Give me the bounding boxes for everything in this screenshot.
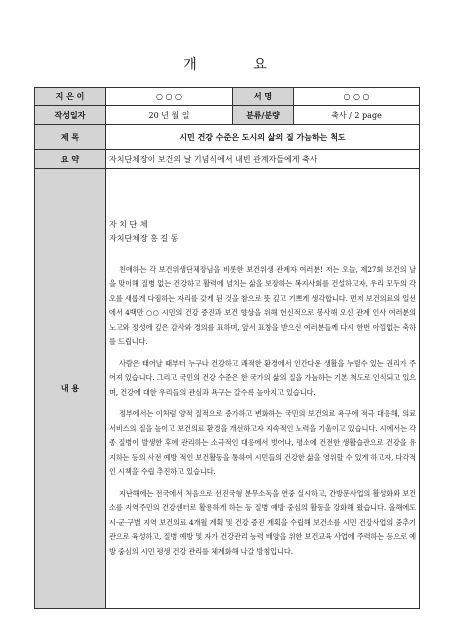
- subject-label: 제 목: [35, 125, 106, 150]
- summary-value: 자치단체장이 보건의 날 기념식에서 내빈 관계자들에게 축사: [106, 150, 420, 169]
- paragraph-3: 정부에서는 이처럼 양적 질적으로 증가하고 변화하는 국민의 보건의료 욕구에 적극 대응해, 의료 서비스의 질을 높이고 보건의료 환경을 개선하고자 지속적인 노력을 기울이고 있습니다. 시에서는 각종 질병이 발생한 후에 관리하는 소극적인 대응에서 벗어나, 평소에 건전한 생활습관으로 건강을 유지하는 등의 사전 예방 적인 보건활동을 통하여 시민들의 건강한 삶을 영위할 수 있게 하고자, 다각적인 시책을 수립 추진하고 있습니다.: [109, 409, 416, 477]
- subject-value: 시민 건강 수준은 도시의 삶의 질 가늠하는 척도: [106, 125, 420, 150]
- author-row: [35, 88, 420, 106]
- paragraph-1: 친애하는 각 보건위생단체장님을 비롯한 보건위생 관계자 여러분! 저는 오늘, 제27회 보건의 날을 맞이해 질병 없는 건강하고 활력에 넘치는 삶을 보장하는 복지사회를 건설하고자, 우리 모두의 각오를 새롭게 다짐하는 자리를 갖게 된 것을 참으로 뜻 깊고 기쁘게 생각합니다. 먼저 보건의료의 일선에서 4백만 ○○ 시민의 건강 증진과 보건 향상을 위해 헌신적으로 봉사해 오신 관계 인사 여러분의 노고와 정성에 깊은 감사와 경의를 표하며, 앞서 표창을 받으신 여러분들께 다시 한번 아낌없는 축하를 드립니다.: [109, 264, 416, 347]
- category-value: 축사 / 2 page: [294, 106, 420, 125]
- date-value: 20 년 월 일: [106, 106, 233, 125]
- title-name-label: 서 명: [233, 88, 294, 106]
- overview-form-table: [34, 87, 420, 609]
- page-title: 개 요: [183, 57, 293, 73]
- content-row: [35, 169, 420, 609]
- paragraph-4: 지난해에는 전국에서 처음으로 선진국형 분무소독을 연중 실시하고, 간방문사업의 활성화와 보건소를 지역주민의 건강센터로 활용하게 하는 등 질병 예방 중심의 활동을 강화해 왔습니다. 올해에도 시·군·구별 지역 보건의료 4개월 계획 및 건강 증진 계획을 수립해 보건소를 시민 건강사업의 중추기관으로 육성하고, 질병 예방 및 자가 건강관리 능력 배양을 위한 보건교육 사업에 주력하는 등으로 예방 중심의 시민 평생 건강 관리를 체계화해 나갈 방침입니다.: [109, 488, 416, 556]
- content-label: 내 용: [35, 169, 106, 609]
- subject-row: [35, 125, 420, 150]
- summary-row: [35, 150, 420, 169]
- greeting-org: 자 치 단 체: [109, 219, 148, 229]
- title-name-value: ○ ○ ○: [294, 88, 420, 106]
- date-row: [35, 106, 420, 125]
- category-label: 분류/분량: [233, 106, 294, 125]
- greeting-speaker: 자치단체장 홍 길 동: [109, 233, 179, 243]
- content-body: [106, 169, 420, 609]
- date-label: 작성일자: [35, 106, 106, 125]
- summary-label: 요 약: [35, 150, 106, 169]
- paragraph-2: 사람은 태어날 때부터 누구나 건강하고 쾌적한 환경에서 인간다운 생활을 누릴수 있는 권리가 주어져 있습니다. 그리고 국민의 건강 수준은 한 국가의 삶의 질을 가늠하는 기본 척도로 인식되고 있으며, 건강에 대한 우리들의 관심과 욕구는 갈수록 높아지고 있습니다.: [109, 358, 416, 397]
- author-value: ○ ○ ○: [106, 88, 233, 106]
- author-label: 지 은 이: [35, 88, 106, 106]
